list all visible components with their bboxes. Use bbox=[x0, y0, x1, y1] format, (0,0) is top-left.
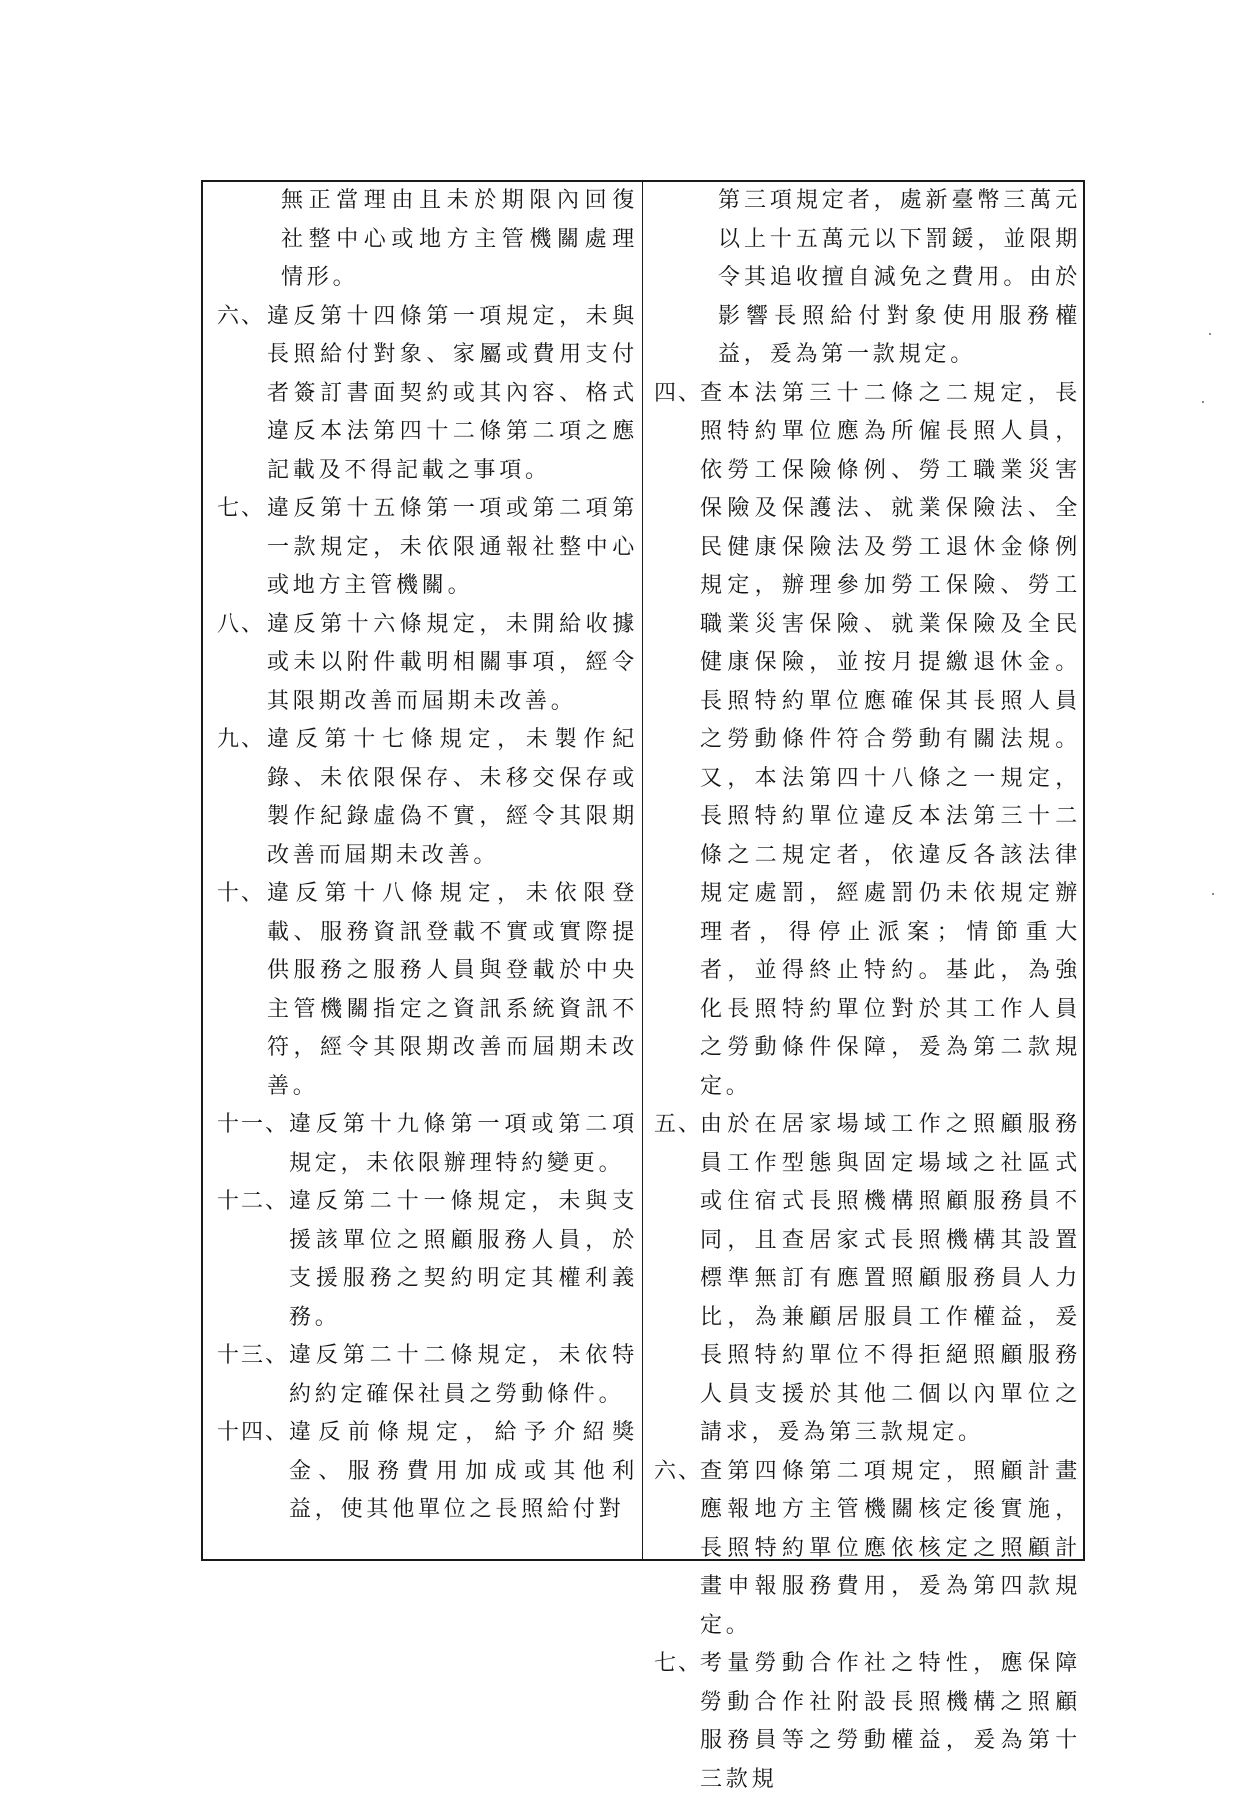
item-number: 七、 bbox=[654, 1651, 703, 1676]
item-number: 五、 bbox=[654, 1112, 703, 1137]
item-number: 十三、 bbox=[217, 1343, 290, 1368]
item-number: 七、 bbox=[217, 496, 266, 521]
left-item-8 bbox=[217, 606, 638, 722]
right-continuation-text: 第三項規定者，處新臺幣三萬元以上十五萬元以下罰鍰，並限期令其追收擅自減免之費用。由於影響長照給付對象使用服務權益，爰為第一款規定。 bbox=[718, 188, 1081, 367]
item-number: 九、 bbox=[217, 727, 266, 752]
scan-speck bbox=[1202, 401, 1204, 403]
left-item-12 bbox=[217, 1183, 638, 1337]
item-number: 四、 bbox=[654, 380, 703, 406]
item-text: 違反第十八條規定，未依限登載、服務資訊登載不實或實際提供服務之服務人員與登載於中央主管機關指定之資訊系統資訊不符，經令其限期改善而屆期未改善。 bbox=[267, 881, 638, 1099]
right-continuation bbox=[654, 182, 1081, 375]
item-text: 違反前條規定，給予介紹獎金、服務費用加成或其他利益，使其他單位之長照給付對 bbox=[289, 1420, 638, 1522]
left-item-7 bbox=[217, 490, 638, 606]
item-number: 六、 bbox=[217, 303, 266, 329]
item-number: 十一、 bbox=[217, 1112, 290, 1137]
content-table bbox=[201, 180, 1085, 1792]
left-continuation bbox=[217, 182, 638, 298]
item-text: 違反第十六條規定，未開給收據或未以附件載明相關事項，經令其限期改善而屆期未改善。 bbox=[267, 611, 638, 714]
item-text: 違反第十七條規定，未製作紀錄、未依限保存、未移交保存或製作紀錄虛偽不實，經令其限期改善而屆期未改善。 bbox=[267, 727, 638, 868]
right-item-6 bbox=[654, 1453, 1081, 1646]
left-item-13 bbox=[217, 1337, 638, 1414]
right-item-4 bbox=[654, 375, 1081, 1107]
right-item-7 bbox=[654, 1645, 1081, 1799]
left-item-14 bbox=[217, 1414, 638, 1530]
item-text: 違反第十五條第一項或第二項第一款規定，未依限通報社整中心或地方主管機關。 bbox=[267, 496, 638, 598]
right-column bbox=[644, 182, 1085, 1799]
item-number: 十二、 bbox=[217, 1189, 290, 1214]
item-text: 查第四條第二項規定，照顧計畫應報地方主管機關核定後實施，長照特約單位應依核定之照顧計畫申報服務費用，爰為第四款規定。 bbox=[700, 1458, 1081, 1638]
item-number: 十、 bbox=[217, 881, 266, 906]
left-continuation-text: 無正當理由且未於期限內回復社整中心或地方主管機關處理情形。 bbox=[281, 188, 638, 290]
item-number: 六、 bbox=[654, 1458, 703, 1484]
left-item-6 bbox=[217, 298, 638, 491]
item-number: 八、 bbox=[217, 611, 266, 637]
item-text: 查本法第三十二條之二規定，長照特約單位應為所僱長照人員，依勞工保險條例、勞工職業災害保險及保護法、就業保險法、全民健康保險法及勞工退休金條例規定，辦理參加勞工保險、勞工職業災害保險、就業保險及全民健康保險，並按月提繳退休金。長照特約單位應確保其長照人員之勞動條件符合勞動有關法規。又，本法第四十八條之一規定，長照特約單位違反本法第三十二條之二規定者，依違反各該法律規定處罰，經處罰仍未依規定辦理者，得停止派案；情節重大者，並得終止特約。基此，為強化長照特約單位對於其工作人員之勞動條件保障，爰為第二款規定。 bbox=[700, 380, 1081, 1099]
left-item-11 bbox=[217, 1106, 638, 1183]
left-item-9 bbox=[217, 721, 638, 875]
left-item-10 bbox=[217, 875, 638, 1106]
item-text: 考量勞動合作社之特性，應保障勞動合作社附設長照機構之照顧服務員等之勞動權益，爰為第十三款規 bbox=[700, 1651, 1081, 1792]
left-column bbox=[203, 182, 642, 1530]
right-item-5 bbox=[654, 1106, 1081, 1453]
scan-speck bbox=[1209, 333, 1211, 335]
item-text: 由於在居家場域工作之照顧服務員工作型態與固定場域之社區式或住宿式長照機構照顧服務員不同，且查居家式長照機構其設置標準無訂有應置照顧服務員人力比，為兼顧居服員工作權益，爰長照特約單位不得拒絕照顧服務人員支援於其他二個以內單位之請求，爰為第三款規定。 bbox=[700, 1112, 1081, 1445]
item-text: 違反第十九條第一項或第二項規定，未依限辦理特約變更。 bbox=[289, 1112, 638, 1176]
item-text: 違反第二十二條規定，未依特約約定確保社員之勞動條件。 bbox=[289, 1343, 638, 1407]
column-divider bbox=[642, 182, 643, 1559]
item-number: 十四、 bbox=[217, 1420, 290, 1445]
item-text: 違反第二十一條規定，未與支援該單位之照顧服務人員，於支援服務之契約明定其權利義務。 bbox=[289, 1189, 638, 1330]
scan-speck bbox=[1212, 893, 1214, 895]
item-text: 違反第十四條第一項規定，未與長照給付對象、家屬或費用支付者簽訂書面契約或其內容、格式違反本法第四十二條第二項之應記載及不得記載之事項。 bbox=[267, 303, 638, 483]
